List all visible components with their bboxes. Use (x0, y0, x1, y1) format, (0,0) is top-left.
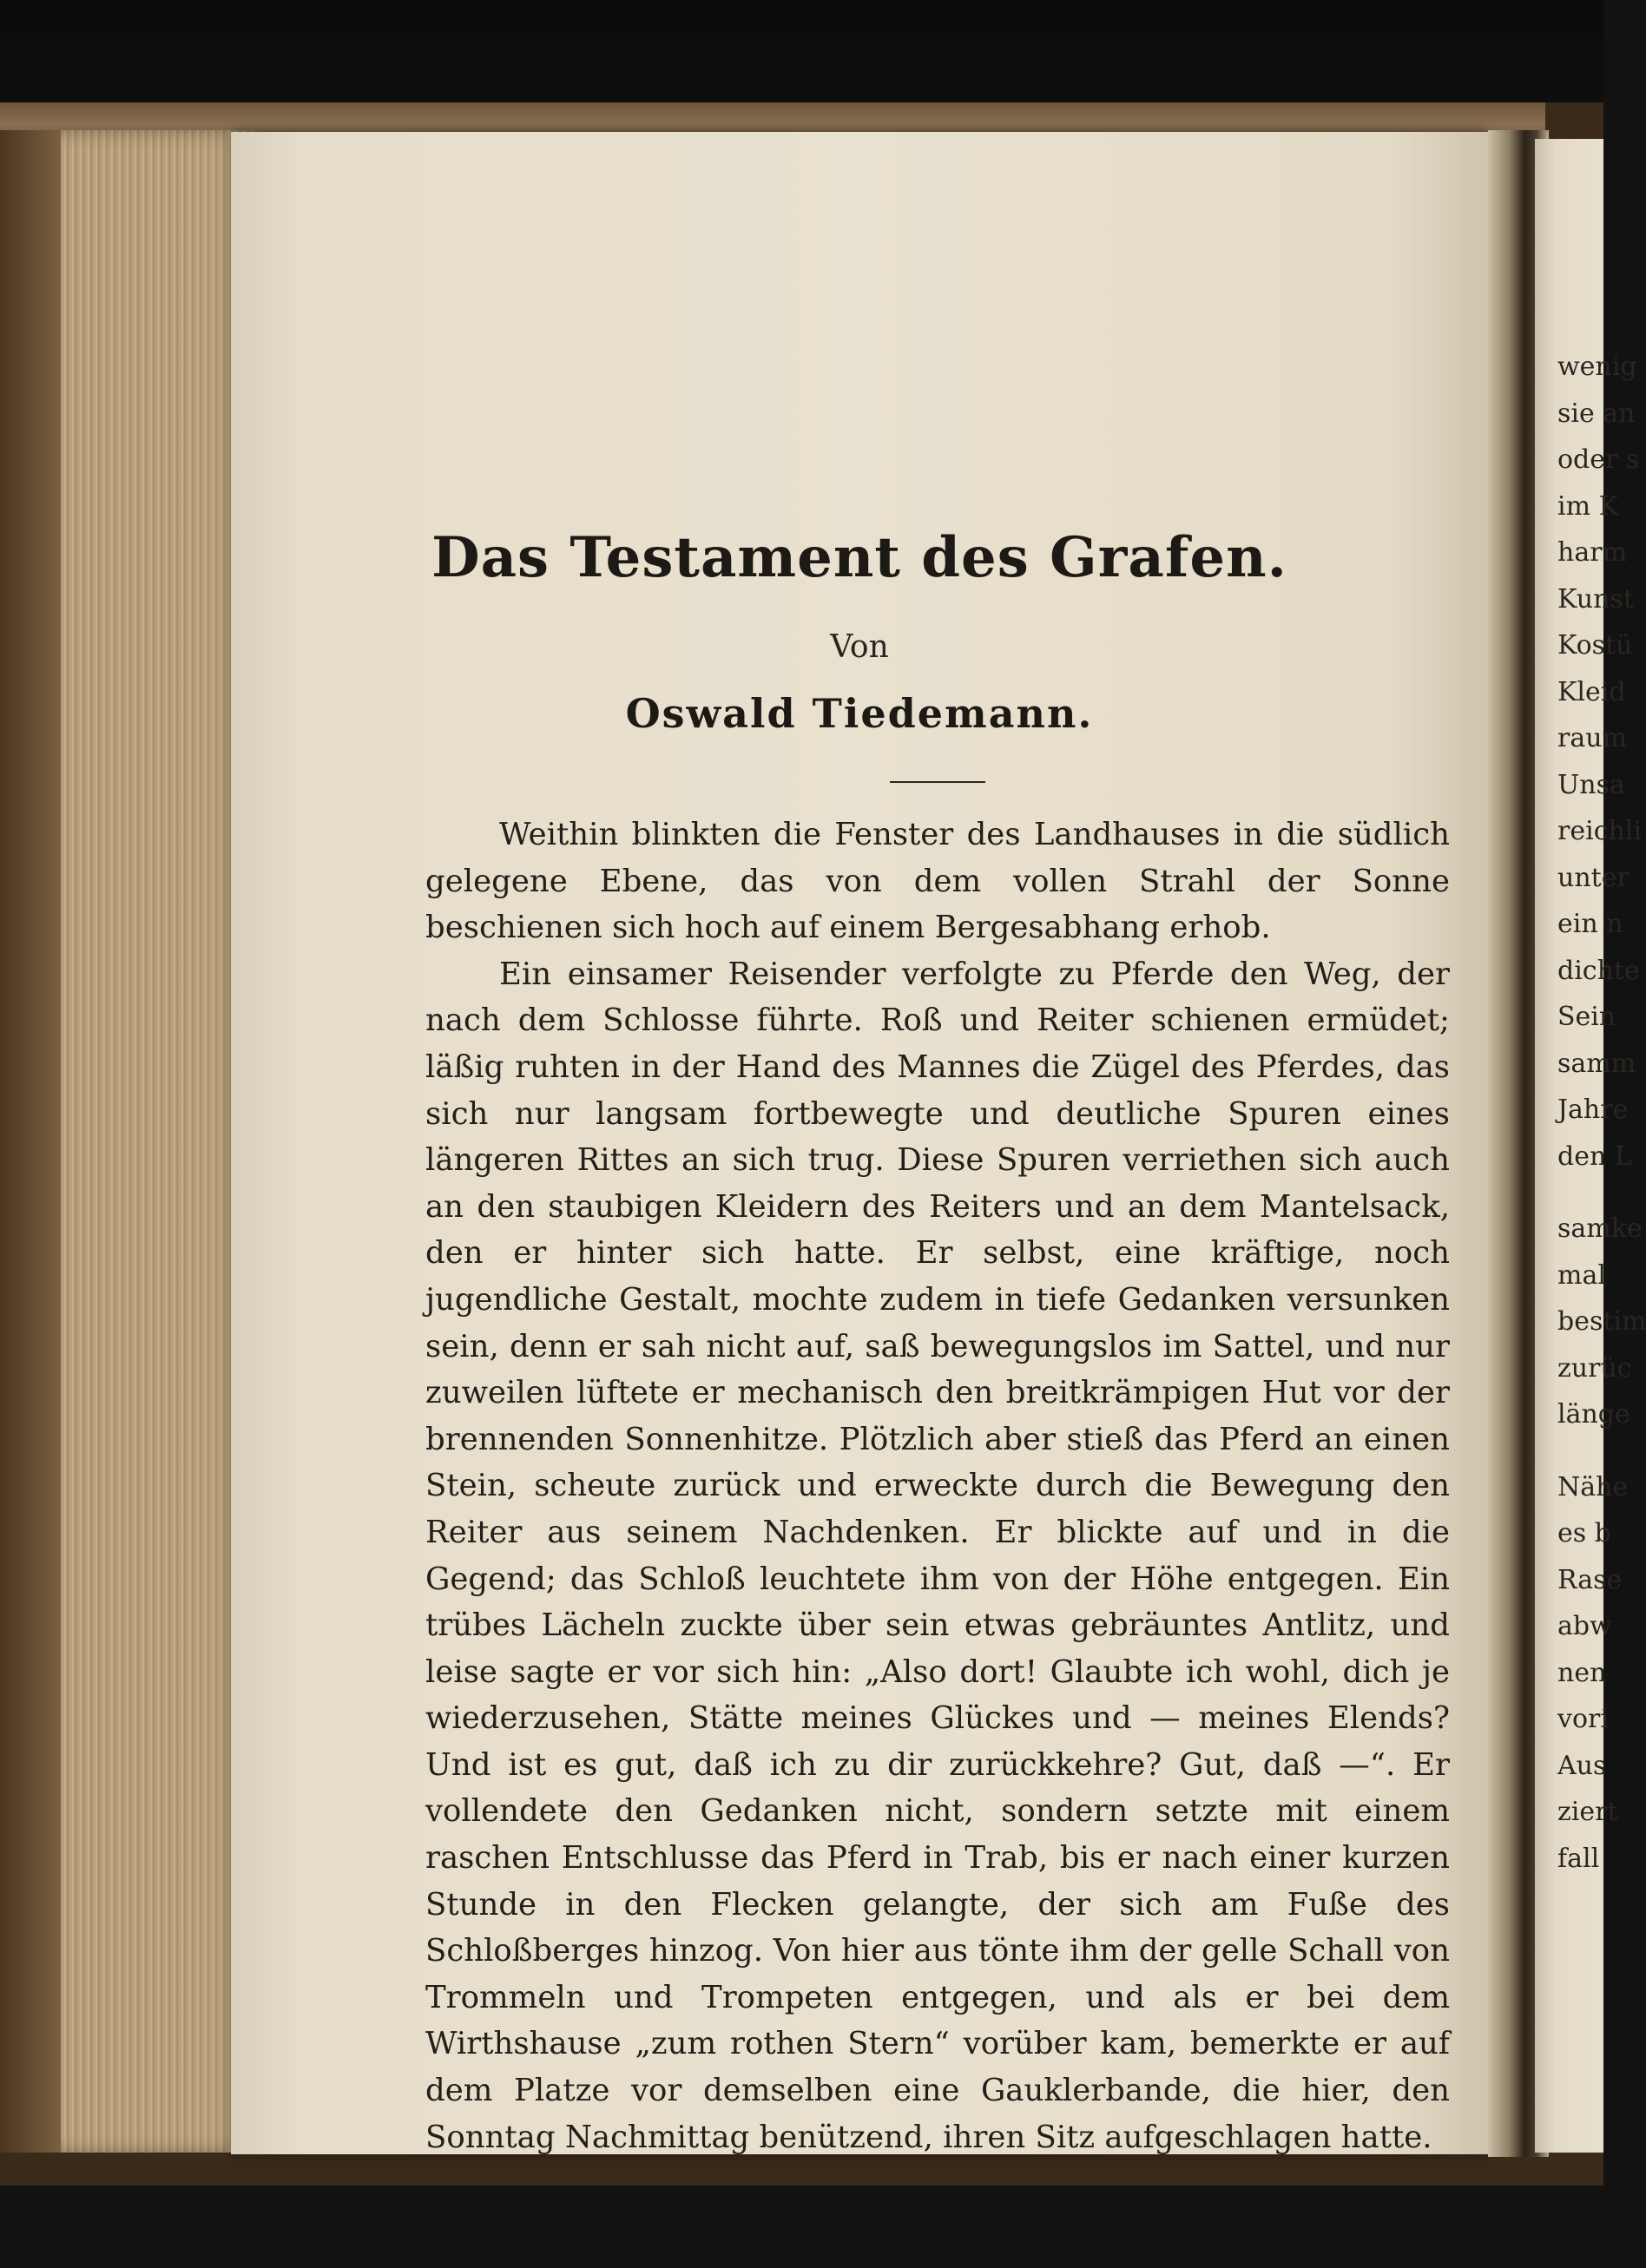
right-page-line-fragment: vori (1557, 1704, 1609, 1734)
right-page-line-fragment: den L (1557, 1141, 1632, 1172)
right-page-line-fragment: nen (1557, 1657, 1607, 1688)
right-page-line-fragment: reichli (1557, 816, 1643, 846)
right-page-line-fragment: es b (1557, 1518, 1611, 1548)
right-page-line-fragment: samm (1557, 1048, 1636, 1079)
right-page-line-fragment: Kleid (1557, 676, 1626, 707)
right-page-line-fragment: Aus (1557, 1750, 1607, 1781)
right-page-line-fragment: Unsa (1557, 769, 1625, 800)
right-page-line-fragment: ein n (1557, 909, 1623, 939)
right-page-line-fragment: raum (1557, 723, 1627, 753)
paragraph-1: Weithin blinkten die Fenster des Landhauses in die südlich gelegene Ebene, das von dem vollen Strahl der Sonne beschienen sich hoch auf einem Bergesabhang erhob. (425, 817, 1450, 946)
right-page-line-fragment: Rase (1557, 1564, 1623, 1595)
title-divider (890, 781, 985, 783)
right-page-fragment (1535, 139, 1646, 2153)
right-page-line-fragment: Sein (1557, 1002, 1616, 1032)
right-page-line-fragment: harm (1557, 537, 1627, 568)
right-page-line-fragment: zurüc (1557, 1352, 1632, 1384)
paragraph-2: Ein einsamer Reisender verfolgte zu Pferde den Weg, der nach dem Schlosse führte. Roß und Reiter schienen ermüdet; läßig ruhten in der Hand des Mannes die Zügel des Pferdes, das sich nur langsam fortbewegte und deutliche Spuren eines längeren Rittes an sich trug. Diese Spuren verriethen sich auch an den staubigen Kleidern des Reiters und an dem Mantelsack, den er hinter sich hatte. Er selbst, eine kräftige, noch jugendliche Gestalt, mochte zudem in tiefe Gedanken versunken sein, denn er sah nicht auf, saß bewegungslos im Sattel, und nur zuweilen lüftete er mechanisch den breitkrämpigen Hut vor der brennenden Sonnenhitze. Plötzlich aber stieß das Pferd an einen Stein, scheute zurück und erweckte durch die Bewegung den Reiter aus seinem Nachdenken. Er blickte auf und in die Gegend; das Schloß leuchtete ihm von der Höhe entgegen. Ein trübes Lächeln zuckte über sein etwas gebräuntes Antlitz, und leise sagte er vor sich hin: „Also dort! Glaubte ich wohl, dich je wiederzusehen, Stätte meines Glückes und — meines Elends? Und ist es gut, daß ich zu dir zurückkehre? Gut, daß —“. Er vollendete den Gedanken nicht, sondern setzte mit einem raschen Entschlusse das Pferd in Trab, bis er nach einer kurzen Stunde in den Flecken gelangte, der sich am Fuße des Schloßberges hinzog. Von hier aus tönte ihm der gelle Schall von Trommeln und Trompeten entgegen, und als er bei dem Wirthshause „zum rothen Stern“ vorüber kam, bemerkte er auf dem Platze vor demselben eine Gauklerbande, die hier, den Sonntag Nachmittag benützend, ihren Sitz aufgeschlagen hatte. (425, 956, 1450, 2155)
right-page-line-fragment: mal (1557, 1259, 1606, 1291)
right-page-line-fragment: unter (1557, 862, 1630, 893)
right-page-line-fragment: im K (1557, 490, 1618, 522)
book-spine-edge (0, 130, 61, 2153)
right-page-line-fragment: länge (1557, 1399, 1630, 1430)
right-page-line-fragment: Kostü (1557, 630, 1633, 661)
right-page-line-fragment: fall (1557, 1843, 1600, 1874)
right-page-line-fragment: oder s (1557, 444, 1640, 475)
right-page-line-fragment: abw (1557, 1611, 1612, 1641)
right-page-line-fragment: Nähe (1557, 1471, 1629, 1502)
right-page-line-fragment: wenig (1557, 352, 1637, 382)
byline-prefix: Von (830, 629, 889, 665)
right-page-line-fragment: Kunst (1557, 583, 1634, 615)
body-text (425, 812, 1450, 2160)
right-page-line-fragment: Jahre (1557, 1095, 1629, 1125)
right-page-line-fragment: samke (1557, 1213, 1643, 1244)
right-page-line-fragment: bestim (1557, 1306, 1646, 1337)
right-page-line-fragment: dichte (1557, 955, 1640, 986)
author-name: Oswald Tiedemann. (625, 690, 1094, 737)
right-page-line-fragment: ziert (1557, 1797, 1618, 1827)
page-title: Das Testament des Grafen. (431, 525, 1287, 590)
right-page-line-fragment: sie an (1557, 398, 1636, 429)
